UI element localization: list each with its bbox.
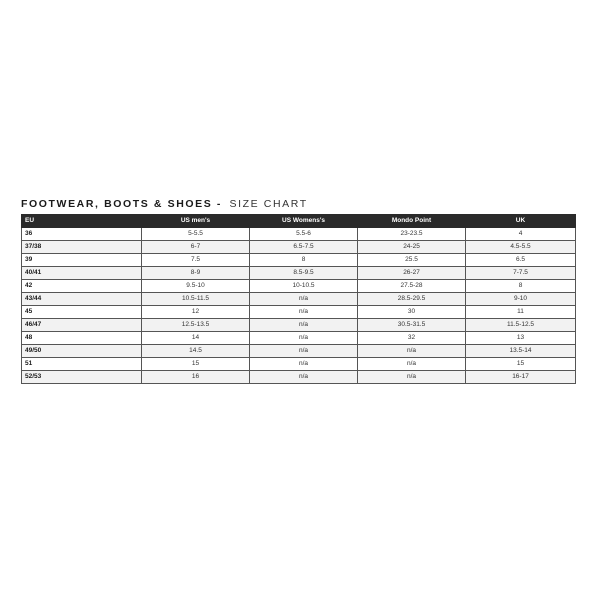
table-row	[22, 254, 576, 267]
cell-mondo-point: 30.5-31.5	[358, 319, 466, 332]
size-chart	[21, 198, 575, 384]
cell-us-men: 5-5.5	[142, 228, 250, 241]
cell-us-women: 8	[250, 254, 358, 267]
cell-eu: 46/47	[22, 319, 142, 332]
cell-us-women: n/a	[250, 358, 358, 371]
cell-mondo-point: 30	[358, 306, 466, 319]
table-row	[22, 358, 576, 371]
cell-uk: 11	[466, 306, 576, 319]
size-table	[21, 214, 576, 384]
cell-us-men: 12	[142, 306, 250, 319]
cell-us-men: 14	[142, 332, 250, 345]
cell-mondo-point: n/a	[358, 371, 466, 384]
cell-us-men: 15	[142, 358, 250, 371]
cell-us-men: 8-9	[142, 267, 250, 280]
cell-us-women: n/a	[250, 345, 358, 358]
table-row	[22, 319, 576, 332]
cell-eu: 36	[22, 228, 142, 241]
table-row	[22, 280, 576, 293]
cell-eu: 45	[22, 306, 142, 319]
header-us-women: US Womens's	[250, 215, 358, 228]
cell-us-women: n/a	[250, 306, 358, 319]
cell-uk: 4.5-5.5	[466, 241, 576, 254]
table-row	[22, 371, 576, 384]
cell-us-men: 9.5-10	[142, 280, 250, 293]
table-row	[22, 345, 576, 358]
header-mondo-point: Mondo Point	[358, 215, 466, 228]
header-uk: UK	[466, 215, 576, 228]
cell-us-women: n/a	[250, 332, 358, 345]
cell-eu: 51	[22, 358, 142, 371]
cell-us-women: 10-10.5	[250, 280, 358, 293]
table-row	[22, 241, 576, 254]
cell-eu: 49/50	[22, 345, 142, 358]
cell-mondo-point: 28.5-29.5	[358, 293, 466, 306]
cell-eu: 52/53	[22, 371, 142, 384]
cell-mondo-point: 27.5-28	[358, 280, 466, 293]
cell-eu: 42	[22, 280, 142, 293]
cell-eu: 43/44	[22, 293, 142, 306]
table-row	[22, 293, 576, 306]
cell-uk: 13	[466, 332, 576, 345]
cell-eu: 39	[22, 254, 142, 267]
cell-us-men: 6-7	[142, 241, 250, 254]
cell-uk: 13.5-14	[466, 345, 576, 358]
cell-uk: 4	[466, 228, 576, 241]
header-eu: EU	[22, 215, 142, 228]
cell-us-women: 5.5-6	[250, 228, 358, 241]
table-row	[22, 267, 576, 280]
cell-uk: 16-17	[466, 371, 576, 384]
chart-title-main: FOOTWEAR, BOOTS & SHOES -	[21, 198, 223, 210]
cell-us-women: 6.5-7.5	[250, 241, 358, 254]
table-row	[22, 332, 576, 345]
cell-us-men: 12.5-13.5	[142, 319, 250, 332]
cell-eu: 40/41	[22, 267, 142, 280]
cell-us-women: 8.5-9.5	[250, 267, 358, 280]
header-row	[22, 215, 576, 228]
cell-mondo-point: 32	[358, 332, 466, 345]
chart-title-sub: SIZE CHART	[229, 198, 308, 210]
cell-us-women: n/a	[250, 371, 358, 384]
cell-eu: 48	[22, 332, 142, 345]
chart-title	[21, 198, 575, 210]
cell-mondo-point: n/a	[358, 345, 466, 358]
cell-us-men: 14.5	[142, 345, 250, 358]
cell-uk: 9-10	[466, 293, 576, 306]
cell-us-men: 16	[142, 371, 250, 384]
cell-us-men: 10.5-11.5	[142, 293, 250, 306]
cell-mondo-point: 24-25	[358, 241, 466, 254]
cell-uk: 11.5-12.5	[466, 319, 576, 332]
table-header	[22, 215, 576, 228]
table-body	[22, 228, 576, 384]
cell-us-women: n/a	[250, 319, 358, 332]
cell-uk: 8	[466, 280, 576, 293]
cell-uk: 6.5	[466, 254, 576, 267]
table-row	[22, 306, 576, 319]
cell-us-men: 7.5	[142, 254, 250, 267]
cell-mondo-point: 25.5	[358, 254, 466, 267]
cell-mondo-point: n/a	[358, 358, 466, 371]
cell-us-women: n/a	[250, 293, 358, 306]
cell-uk: 7-7.5	[466, 267, 576, 280]
cell-eu: 37/38	[22, 241, 142, 254]
cell-mondo-point: 23-23.5	[358, 228, 466, 241]
cell-uk: 15	[466, 358, 576, 371]
cell-mondo-point: 26-27	[358, 267, 466, 280]
table-row	[22, 228, 576, 241]
header-us-men: US men's	[142, 215, 250, 228]
